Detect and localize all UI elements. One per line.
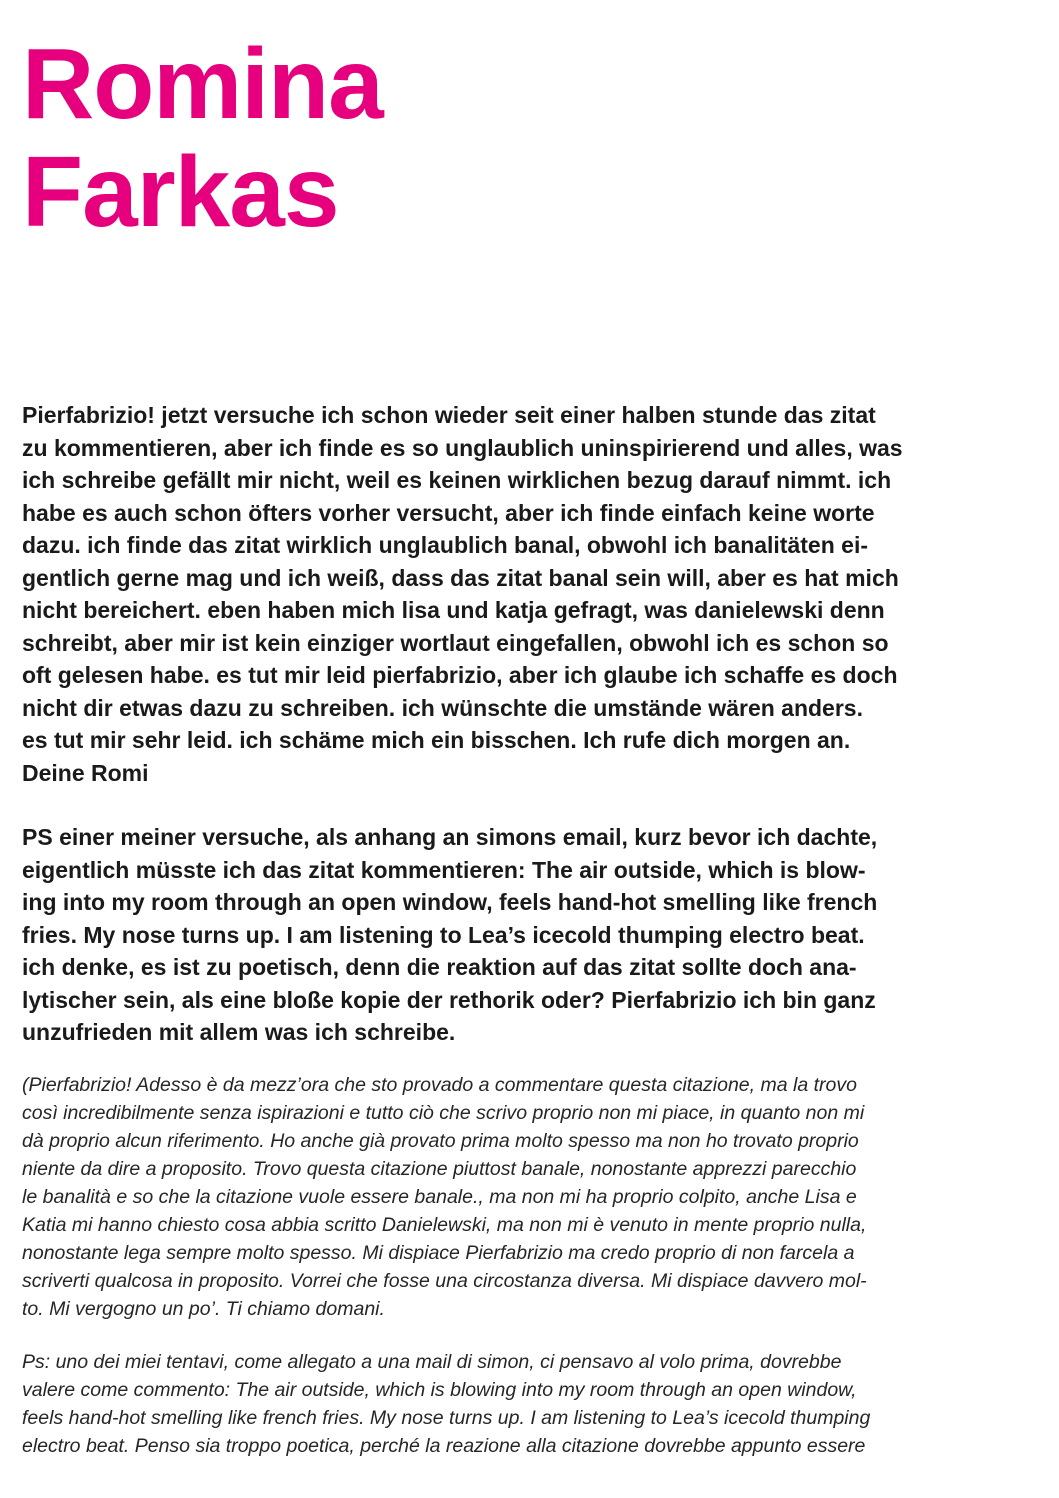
text-line: nicht bereichert. eben haben mich lisa und katja gefragt, was danielewski denn: [22, 597, 885, 623]
text-line: PS einer meiner versuche, als anhang an simons email, kurz bevor ich dachte,: [22, 824, 878, 850]
text-line: gentlich gerne mag und ich weiß, dass das zitat banal sein will, aber es hat mich: [22, 564, 899, 591]
text-line: così incredibilmente senza ispirazioni e tutto ciò che scrivo proprio non mi piace, in quanto non mi: [22, 1102, 865, 1124]
text-line: niente da dire a proposito. Trovo questa citazione piuttost banale, nonostante apprezzi parecchio: [22, 1158, 857, 1180]
text-line: oft gelesen habe. es tut mir leid pierfabrizio, aber ich glaube ich schaffe es doch: [22, 662, 898, 688]
text-line: lytischer sein, als eine bloße kopie der rethorik oder? Pierfabrizio ich bin ganz: [22, 986, 876, 1013]
text-line: es tut mir sehr leid. ich schäme mich ein bisschen. Ich rufe dich morgen an.: [22, 727, 851, 753]
letter-italian: [22, 1071, 1042, 1323]
author-name: [22, 30, 383, 246]
author-last-name: Farkas: [22, 136, 339, 248]
text-line: Pierfabrizio! jetzt versuche ich schon wieder seit einer halben stunde das zitat: [22, 402, 876, 428]
letter-german: [22, 399, 1042, 789]
postscript-german: [22, 821, 1042, 1049]
text-line: habe es auch schon öfters vorher versucht, aber ich finde einfach keine worte: [22, 499, 875, 526]
text-line: Ps: uno dei miei tentavi, come allegato a una mail di simon, ci pensavo al volo prima, dovrebbe: [22, 1351, 842, 1373]
text-line: ich denke, es ist zu poetisch, denn die reaktion auf das zitat sollte doch ana-: [22, 954, 857, 980]
text-line: electro beat. Penso sia troppo poetica, perché la reazione alla citazione dovrebbe appunto essere: [22, 1435, 866, 1457]
text-line: to. Mi vergogno un po’. Ti chiamo domani.: [22, 1298, 385, 1320]
text-line: nonostante lega sempre molto spesso. Mi dispiace Pierfabrizio ma credo proprio di non farcela a: [22, 1242, 855, 1264]
text-line: ing into my room through an open window, feels hand-hot smelling like french: [22, 889, 878, 915]
text-line: le banalità e so che la citazione vuole essere banale., ma non mi ha proprio colpito, anche Lisa e: [22, 1186, 857, 1208]
author-first-name: Romina: [22, 28, 383, 140]
text-line: Katia mi hanno chiesto cosa abbia scritto Danielewski, ma non mi è venuto in mente proprio nulla,: [22, 1214, 867, 1236]
text-line: zu kommentieren, aber ich finde es so unglaublich uninspirierend und alles, was: [22, 434, 903, 461]
text-line: valere come commento: The air outside, which is blowing into my room through an open window,: [22, 1379, 857, 1401]
postscript-italian: [22, 1348, 1042, 1460]
text-line: (Pierfabrizio! Adesso è da mezz’ora che sto provado a commentare questa citazione, ma la trovo: [22, 1074, 857, 1096]
text-line: dazu. ich finde das zitat wirklich unglaublich banal, obwohl ich banalitäten ei-: [22, 532, 868, 558]
text-line: eigentlich müsste ich das zitat kommentieren: The air outside, which is blow-: [22, 856, 866, 883]
text-line: unzufrieden mit allem was ich schreibe.: [22, 1019, 456, 1045]
text-line: nicht dir etwas dazu zu schreiben. ich wünschte die umstände wären anders.: [22, 694, 863, 721]
text-line: scriverti qualcosa in proposito. Vorrei che fosse una circostanza diversa. Mi dispiace davvero mol-: [22, 1270, 867, 1292]
signature-line: Deine Romi: [22, 759, 149, 786]
text-line: ich schreibe gefällt mir nicht, weil es keinen wirklichen bezug darauf nimmt. ich: [22, 467, 892, 493]
text-line: feels hand-hot smelling like french fries. My nose turns up. I am listening to Lea’s icecold thumping: [22, 1407, 871, 1429]
text-line: fries. My nose turns up. I am listening to Lea’s icecold thumping electro beat.: [22, 921, 865, 948]
text-line: schreibt, aber mir ist kein einziger wortlaut eingefallen, obwohl ich es schon so: [22, 629, 889, 656]
text-line: dà proprio alcun riferimento. Ho anche già provato prima molto spesso ma non ho trovato proprio: [22, 1130, 859, 1152]
